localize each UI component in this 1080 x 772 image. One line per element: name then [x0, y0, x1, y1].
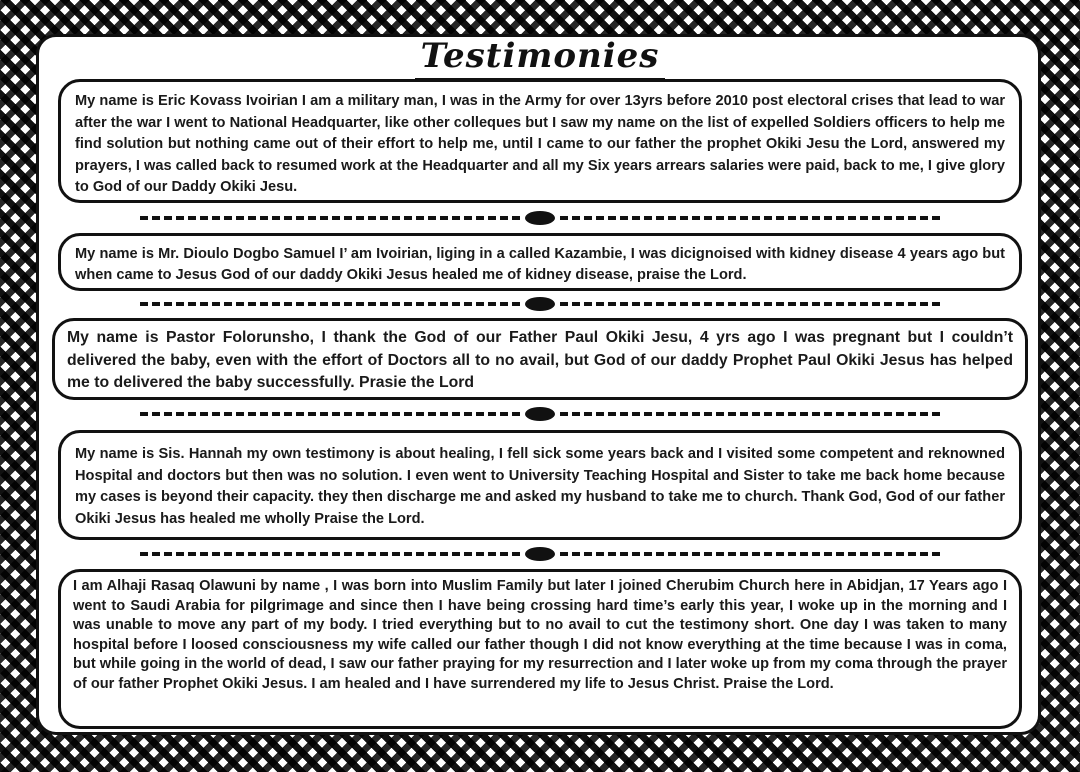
page-title-text: Testimonies: [415, 36, 666, 80]
divider-dash-left: [140, 552, 520, 560]
divider-oval: [525, 211, 555, 225]
divider-oval: [525, 407, 555, 421]
divider-dash-right: [560, 302, 940, 310]
testimony-card-4: My name is Sis. Hannah my own testimony is about healing, I fell sick some years back and I visited some competent and reknowned Hospital and doctors but then was no solution. I even went to University Teaching Hospital and Sister to take me back home because my cases is beyond their capacity. they then discharge me and asked my husband to take me to church. Thank God, God of our father Okiki Jesus has healed me wholly Praise the Lord.: [58, 430, 1022, 540]
page-title: [0, 36, 1080, 80]
divider-oval: [525, 547, 555, 561]
divider-oval: [525, 297, 555, 311]
section-divider: [140, 547, 940, 561]
divider-dash-left: [140, 412, 520, 420]
divider-dash-left: [140, 216, 520, 224]
testimony-card-2: My name is Mr. Dioulo Dogbo Samuel I’ am Ivoirian, liging in a called Kazambie, I was dicignoised with kidney disease 4 years ago but when came to Jesus God of our daddy Okiki Jesus healed me of kidney disease, praise the Lord.: [58, 233, 1022, 291]
section-divider: [140, 407, 940, 421]
divider-dash-right: [560, 552, 940, 560]
divider-dash-right: [560, 412, 940, 420]
divider-dash-left: [140, 302, 520, 310]
section-divider: [140, 211, 940, 225]
testimony-card-3: My name is Pastor Folorunsho, I thank the God of our Father Paul Okiki Jesu, 4 yrs ago I was pregnant but I couldn’t delivered the baby, even with the effort of Doctors all to no avail, but God of our daddy Prophet Paul Okiki Jesus has helped me to delivered the baby successfully. Prasie the Lord: [52, 318, 1028, 400]
section-divider: [140, 297, 940, 311]
testimony-card-1: My name is Eric Kovass Ivoirian I am a military man, I was in the Army for over 13yrs before 2010 post electoral crises that lead to war after the war I went to National Headquarter, like other colleques but I saw my name on the list of expelled Soldiers officers to help me find solution but nothing came out of their effort to help me, until I came to our father the prophet Okiki Jesu the Lord, answered my prayers, I was called back to resumed work at the Headquarter and all my Six years arrears salaries were paid, back to me, I give glory to God of our Daddy Okiki Jesu.: [58, 79, 1022, 203]
testimony-card-5: I am Alhaji Rasaq Olawuni by name , I was born into Muslim Family but later I joined Cherubim Church here in Abidjan, 17 Years ago I went to Saudi Arabia for pilgrimage and since then I have being crossing hard time’s early this year, I woke up in the morning and I was unable to move any part of my body. I tried everything but to no avail to cut the testimony short. One day I was taken to many hospital before I loosed consciousness my wife called our father though I did not know everything at the time because I was in coma, but while going in the world of dead, I saw our father praying for my resurrection and I later woke up from my coma through the prayer of our father Prophet Okiki Jesus. I am healed and I have surrendered my life to Jesus Christ. Praise the Lord.: [58, 569, 1022, 729]
divider-dash-right: [560, 216, 940, 224]
